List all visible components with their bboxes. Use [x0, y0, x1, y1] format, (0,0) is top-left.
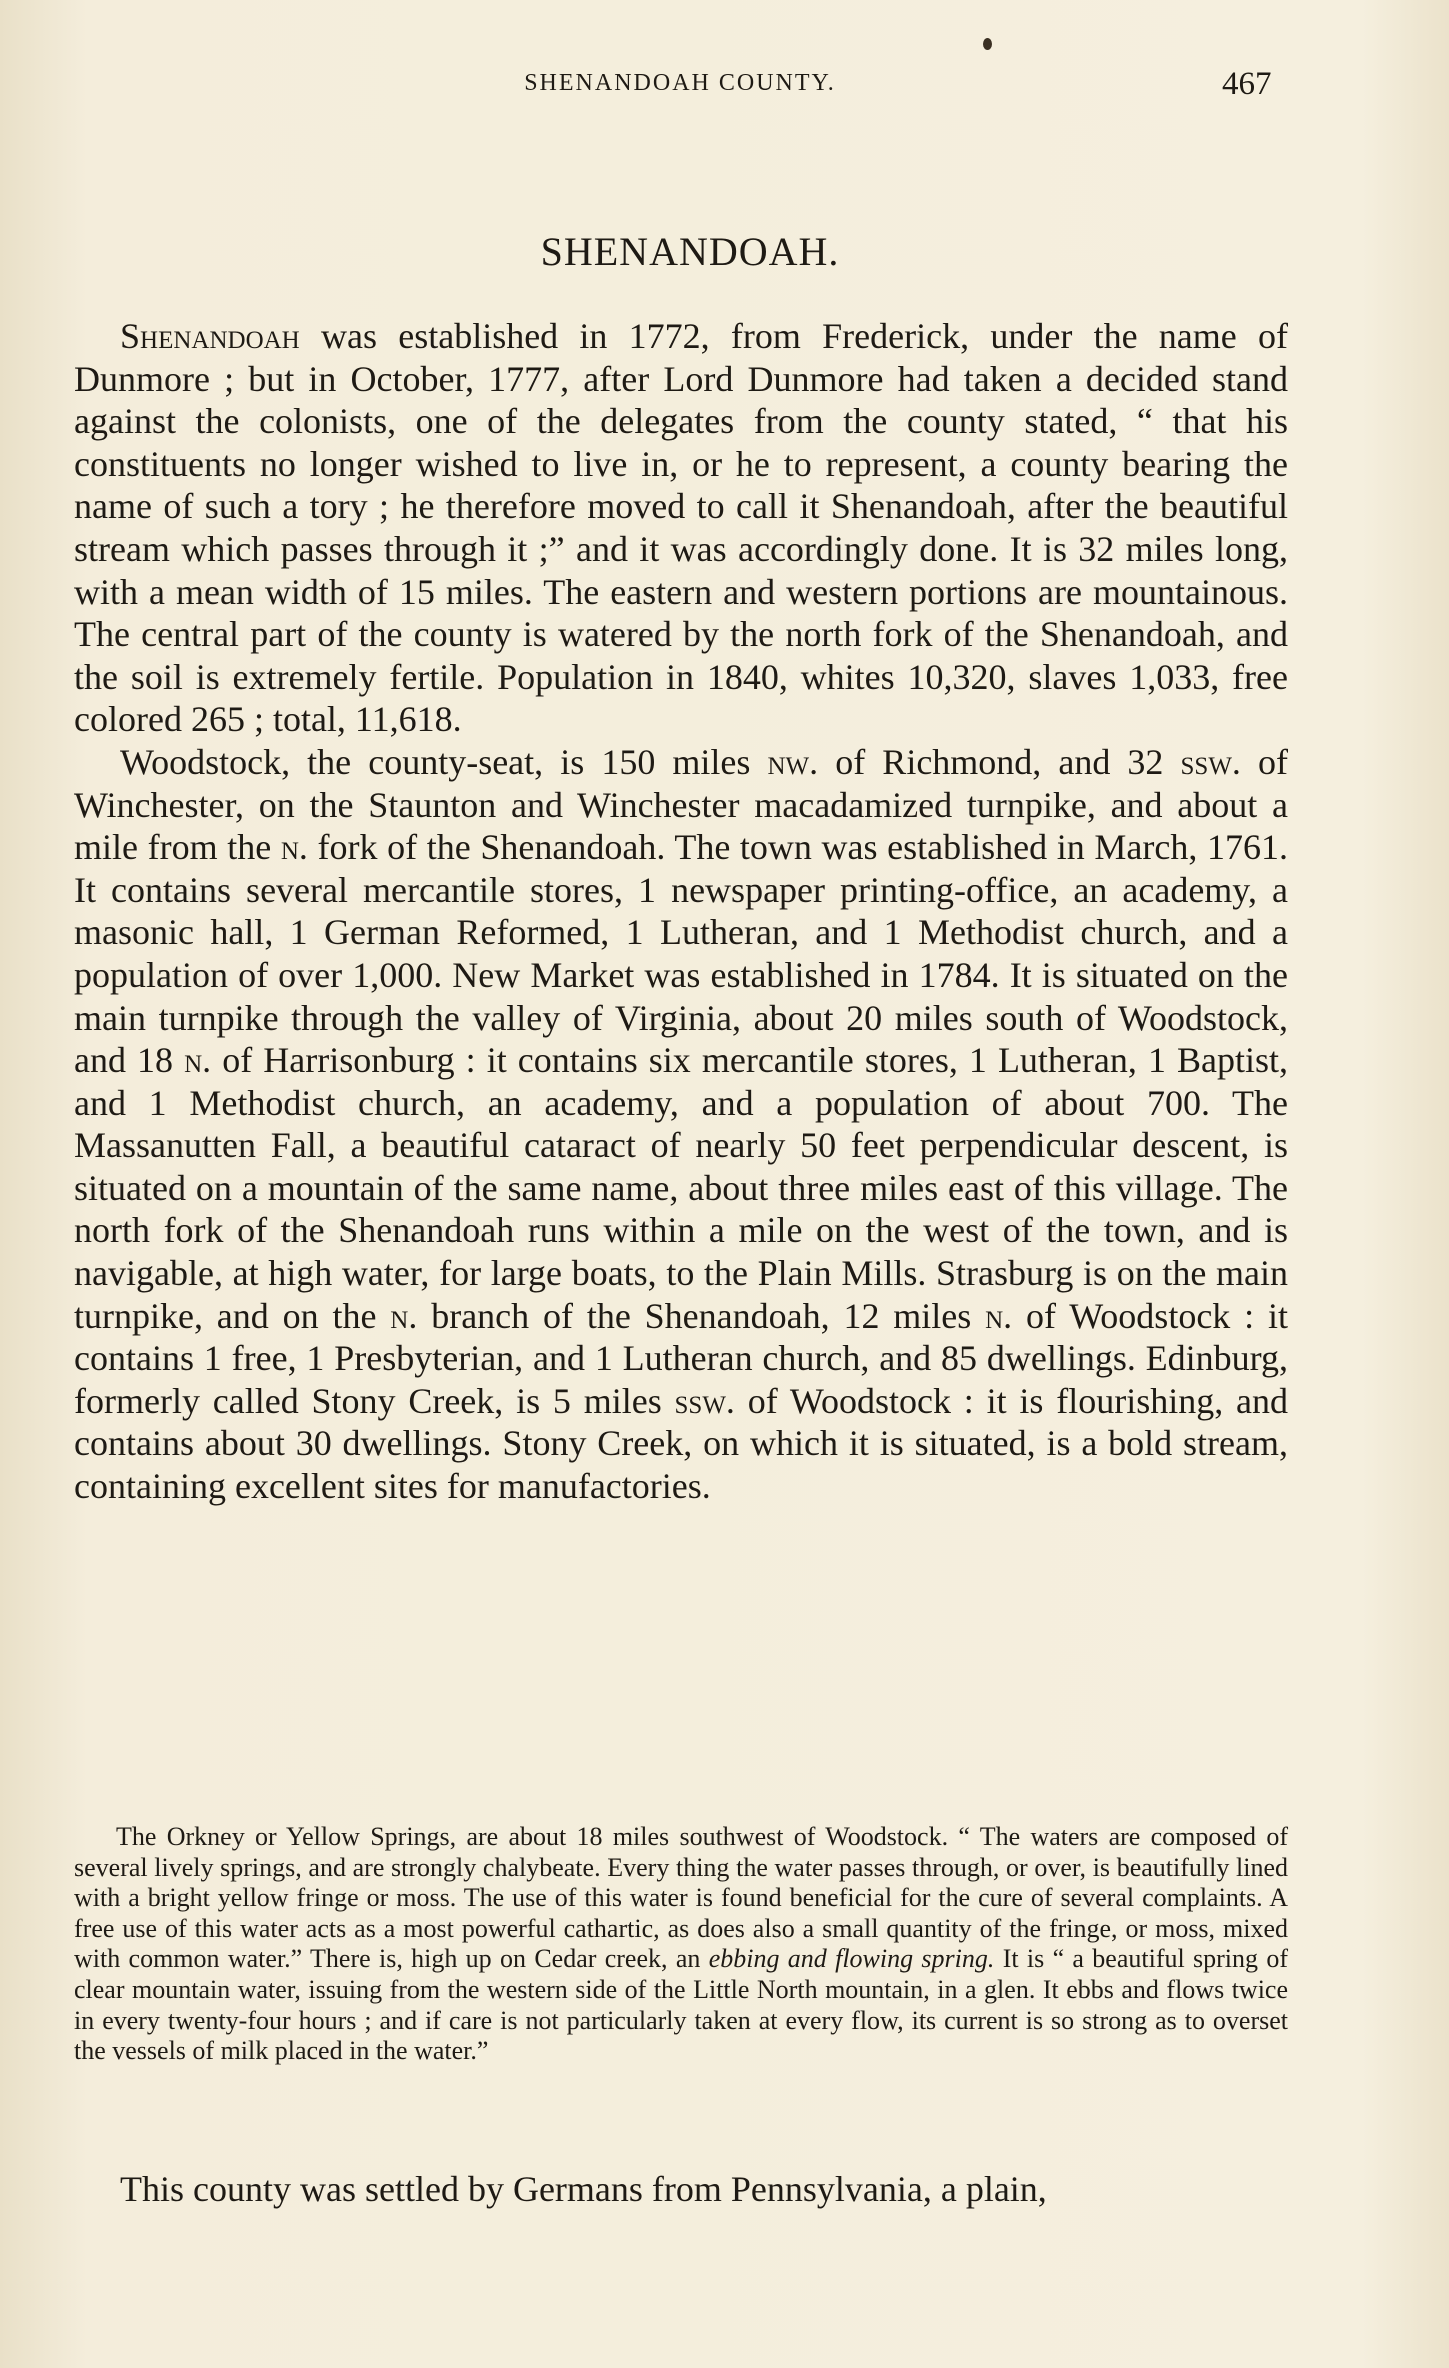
paragraph-text: was established in 1772, from Frederick, under the name of Dunmore ; but in October, 1777, after Lord Dunmore had taken a decided stand against the colonists, one of the delegates from the county stated, “ that his constituents no longer wished to live in, or he to represent, a county bearing the name of such a tory ; he therefore moved to call it Shenandoah, after the beautiful stream which passes through it ;” and it was accordingly done. It is 32 miles long, with a mean width of 15 miles. The eastern and western portions are mountainous. The central part of the county is watered by the north fork of the Shenandoah, and the soil is extremely fertile. Population in 1840, whites 10,320, slaves 1,033, free colored 265 ; total, 11,618. [74, 316, 1288, 740]
body-text [74, 315, 1288, 1508]
paragraph-establishment [74, 315, 1288, 741]
direction-abbrev: ssw. [1180, 741, 1241, 782]
text-run: of Harrisonburg : it contains six mercantile stores, 1 Lutheran, 1 Baptist, and 1 Methodist church, an academy, and a population of about 700. The Massanutten Fall, a beautiful cataract of nearly 50 feet perpendicular descent, is situated on a mountain of the same name, about three miles east of this village. The north fork of the Shenandoah runs within a mile on the west of the town, and is navigable, at high water, for large boats, to the Plain Mills. Strasburg is on the main turnpike, and on the [74, 1040, 1289, 1336]
ink-speck [983, 38, 992, 50]
text-run: fork of the Shenandoah. The town was established in March, 1761. It contains several mercantile stores, 1 newspaper printing-office, an academy, a masonic hall, 1 German Reformed, 1 Lutheran, and 1 Methodist church, and a population of over 1,000. New Market was established in 1784. It is situated on the main turnpike through the valley of Virginia, about 20 miles south of Woodstock, and 18 [74, 827, 1288, 1081]
closing-line: This county was settled by Germans from Pennsylvania, a plain, [120, 2169, 1047, 2209]
footnote-text: It is “ a beautiful spring of clear mountain water, issuing from the western side of the Little North mountain, in a glen. It ebbs and flows twice in every twenty-four hours ; and if care is not particularly taken at every flow, its current is so strong as to overset the vessels of milk placed in the water.” [74, 1944, 1288, 2066]
text-run: branch of the Shenandoah, 12 miles [417, 1295, 986, 1336]
text-run: of Woodstock : it is flourishing, and contains about 30 dwellings. Stony Creek, on which it is situated, is a bold stream, containing excellent sites for manufactories. [74, 1380, 1288, 1507]
page-number: 467 [1222, 66, 1272, 102]
paragraph-towns [74, 741, 1288, 1508]
footnote-text: The Orkney or Yellow Springs, are about 18 miles southwest of Woodstock. “ The waters are composed of several lively springs, and are strongly chalybeate. Every thing the water passes through, or over, is beautifully lined with a bright yellow fringe or moss. The use of this water is found beneficial for the cure of several complaints. A free use of this water acts as a most powerful cathartic, as does also a small quantity of the fringe, or moss, mixed with common water.” There is, high up on Cedar creek, an [74, 1822, 1288, 1974]
direction-abbrev: n. [280, 827, 308, 868]
direction-abbrev: nw. [767, 741, 819, 782]
text-run: of Woodstock : it contains 1 free, 1 Presbyterian, and 1 Lutheran church, and 85 dwellings. Edinburg, formerly called Stony Creek, is 5 miles [74, 1295, 1288, 1421]
text-run: Woodstock, the county-seat, is 150 miles [120, 741, 768, 782]
footnote-springs [74, 1822, 1288, 2067]
running-head: SHENANDOAH COUNTY. [524, 70, 836, 96]
direction-abbrev: n. [390, 1295, 418, 1336]
lead-word: Shenandoah [120, 316, 300, 356]
text-run: of Winchester, on the Staunton and Winchester macadamized turnpike, and about a mile from the [74, 741, 1288, 868]
section-title: SHENANDOAH. [540, 229, 840, 274]
direction-abbrev: n. [184, 1040, 212, 1081]
direction-abbrev: n. [985, 1295, 1013, 1336]
text-run: of Richmond, and 32 [818, 741, 1181, 782]
direction-abbrev: ssw. [674, 1380, 735, 1421]
footnote-italic: ebbing and flowing spring. [708, 1944, 995, 1974]
